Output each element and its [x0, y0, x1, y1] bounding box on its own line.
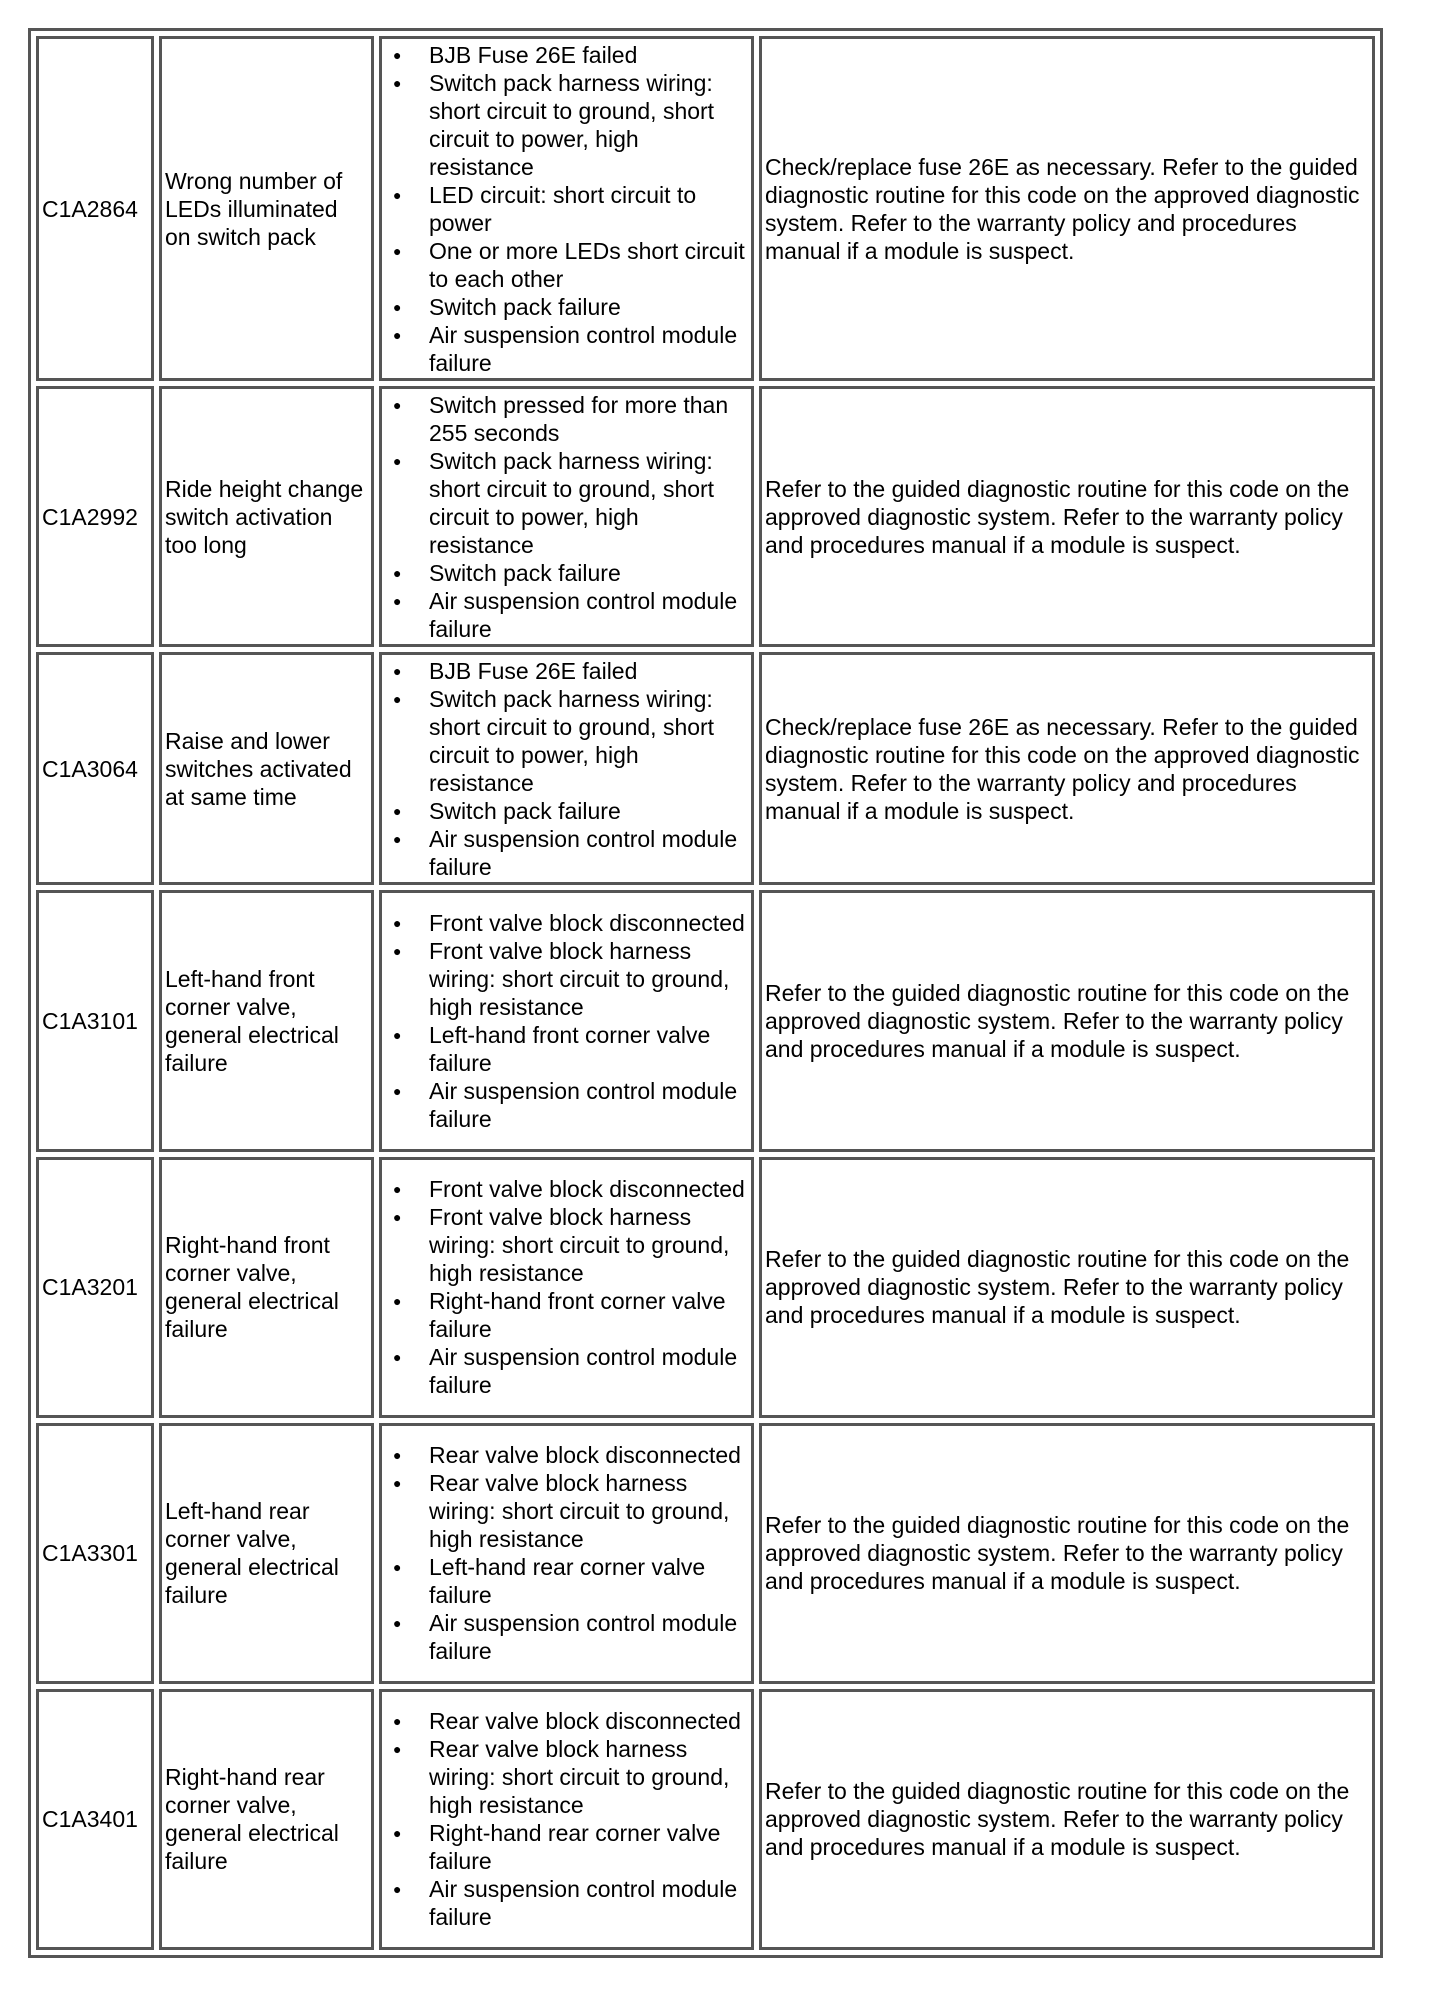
cause-item: ● Front valve block harness wiring: short circuit to ground, high resistance	[429, 937, 748, 1021]
cause-item: ● Front valve block disconnected	[429, 1175, 748, 1203]
cause-item: ● Air suspension control module failure	[429, 587, 748, 643]
dtc-description: Left-hand front corner valve, general electrical failure	[159, 890, 374, 1151]
possible-causes-cell	[379, 652, 754, 885]
table-row	[36, 1157, 1375, 1418]
dtc-code: C1A2992	[36, 386, 154, 647]
dtc-description: Right-hand rear corner valve, general electrical failure	[159, 1689, 374, 1950]
action-cell: Refer to the guided diagnostic routine for this code on the approved diagnostic system. Refer to the warranty policy and procedures manual if a module is suspect.	[759, 1689, 1375, 1950]
action-cell: Refer to the guided diagnostic routine for this code on the approved diagnostic system. Refer to the warranty policy and procedures manual if a module is suspect.	[759, 1423, 1375, 1684]
possible-causes-list	[385, 41, 748, 377]
cause-item: ● Rear valve block disconnected	[429, 1707, 748, 1735]
cause-item: ● Left-hand front corner valve failure	[429, 1021, 748, 1077]
action-cell: Refer to the guided diagnostic routine for this code on the approved diagnostic system. Refer to the warranty policy and procedures manual if a module is suspect.	[759, 890, 1375, 1151]
cause-item: ● One or more LEDs short circuit to each other	[429, 237, 748, 293]
dtc-code: C1A3201	[36, 1157, 154, 1418]
cause-item: ● Switch pressed for more than 255 seconds	[429, 391, 748, 447]
table-row	[36, 890, 1375, 1151]
possible-causes-list	[385, 391, 748, 643]
possible-causes-list	[385, 909, 748, 1133]
cause-item: ● Right-hand rear corner valve failure	[429, 1819, 748, 1875]
cause-item: ● Rear valve block harness wiring: short circuit to ground, high resistance	[429, 1469, 748, 1553]
cause-item: ● Switch pack failure	[429, 559, 748, 587]
action-cell: Refer to the guided diagnostic routine for this code on the approved diagnostic system. Refer to the warranty policy and procedures manual if a module is suspect.	[759, 386, 1375, 647]
table-row	[36, 1423, 1375, 1684]
cause-item: ● Air suspension control module failure	[429, 1609, 748, 1665]
dtc-description: Wrong number of LEDs illuminated on switch pack	[159, 36, 374, 381]
cause-item: ● BJB Fuse 26E failed	[429, 657, 748, 685]
table-row	[36, 1689, 1375, 1950]
action-cell: Refer to the guided diagnostic routine for this code on the approved diagnostic system. Refer to the warranty policy and procedures manual if a module is suspect.	[759, 1157, 1375, 1418]
cause-item: ● LED circuit: short circuit to power	[429, 181, 748, 237]
dtc-code: C1A3101	[36, 890, 154, 1151]
possible-causes-list	[385, 1707, 748, 1931]
possible-causes-cell	[379, 1157, 754, 1418]
action-cell: Check/replace fuse 26E as necessary. Refer to the guided diagnostic routine for this code on the approved diagnostic system. Refer to the warranty policy and procedures manual if a module is suspect.	[759, 652, 1375, 885]
dtc-code: C1A3401	[36, 1689, 154, 1950]
table-row	[36, 652, 1375, 885]
table-row	[36, 386, 1375, 647]
cause-item: ● Air suspension control module failure	[429, 1875, 748, 1931]
dtc-code: C1A3064	[36, 652, 154, 885]
dtc-code: C1A3301	[36, 1423, 154, 1684]
dtc-description: Raise and lower switches activated at same time	[159, 652, 374, 885]
possible-causes-cell	[379, 386, 754, 647]
possible-causes-list	[385, 1441, 748, 1665]
possible-causes-cell	[379, 890, 754, 1151]
possible-causes-list	[385, 657, 748, 881]
possible-causes-cell	[379, 1423, 754, 1684]
cause-item: ● Front valve block harness wiring: short circuit to ground, high resistance	[429, 1203, 748, 1287]
cause-item: ● Rear valve block harness wiring: short circuit to ground, high resistance	[429, 1735, 748, 1819]
cause-item: ● BJB Fuse 26E failed	[429, 41, 748, 69]
cause-item: ● Switch pack harness wiring: short circuit to ground, short circuit to power, high resistance	[429, 685, 748, 797]
cause-item: ● Left-hand rear corner valve failure	[429, 1553, 748, 1609]
possible-causes-cell	[379, 1689, 754, 1950]
action-cell: Check/replace fuse 26E as necessary. Refer to the guided diagnostic routine for this code on the approved diagnostic system. Refer to the warranty policy and procedures manual if a module is suspect.	[759, 36, 1375, 381]
cause-item: ● Switch pack harness wiring: short circuit to ground, short circuit to power, high resistance	[429, 69, 748, 181]
dtc-table-body	[36, 36, 1375, 1950]
dtc-description: Left-hand rear corner valve, general electrical failure	[159, 1423, 374, 1684]
cause-item: ● Air suspension control module failure	[429, 1343, 748, 1399]
cause-item: ● Air suspension control module failure	[429, 1077, 748, 1133]
cause-item: ● Right-hand front corner valve failure	[429, 1287, 748, 1343]
possible-causes-list	[385, 1175, 748, 1399]
cause-item: ● Switch pack failure	[429, 797, 748, 825]
dtc-table	[28, 28, 1383, 1958]
cause-item: ● Front valve block disconnected	[429, 909, 748, 937]
cause-item: ● Air suspension control module failure	[429, 825, 748, 881]
dtc-description: Right-hand front corner valve, general electrical failure	[159, 1157, 374, 1418]
table-row	[36, 36, 1375, 381]
dtc-code: C1A2864	[36, 36, 154, 381]
cause-item: ● Switch pack harness wiring: short circuit to ground, short circuit to power, high resistance	[429, 447, 748, 559]
cause-item: ● Rear valve block disconnected	[429, 1441, 748, 1469]
cause-item: ● Switch pack failure	[429, 293, 748, 321]
cause-item: ● Air suspension control module failure	[429, 321, 748, 377]
possible-causes-cell	[379, 36, 754, 381]
dtc-description: Ride height change switch activation too long	[159, 386, 374, 647]
